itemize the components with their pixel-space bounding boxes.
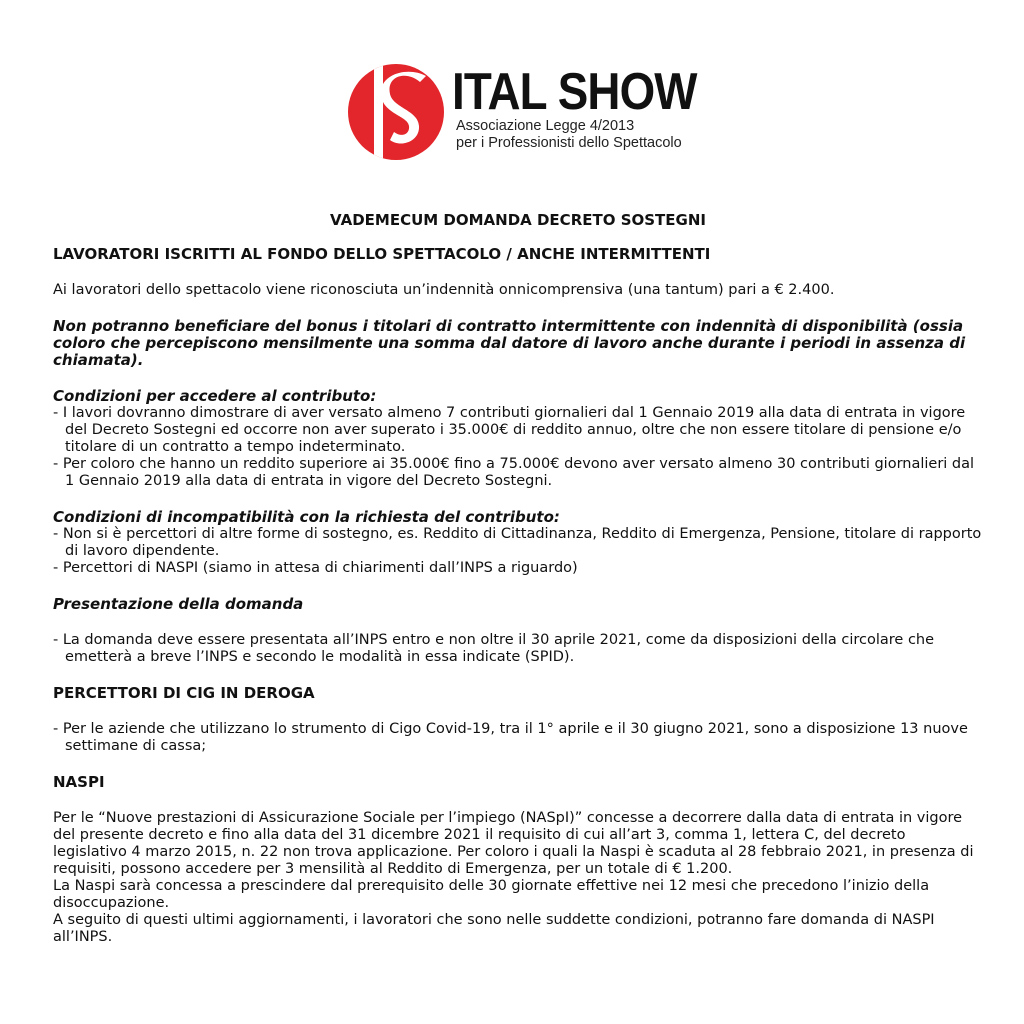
list-item: - I lavori dovranno dimostrare di aver versato almeno 7 contributi giornalieri dal 1 Gennaio 2019 alla data di entrata in vigore del Decreto Sostegni ed occorre non aver superato i 35.000€ di reddito annuo, oltre che non essere titolare di pensione e/o titolare di un contratto a tempo indeterminato. [53, 405, 983, 456]
brand-subtitle-line-1: Associazione Legge 4/2013 [456, 118, 635, 134]
list-item: - La domanda deve essere presentata all’INPS entro e non oltre il 30 aprile 2021, come da disposizioni della circolare che emetterà a breve l’INPS e secondo le modalità in essa indicate (SPID). [53, 632, 983, 666]
section-heading-cig-deroga: PERCETTORI DI CIG IN DEROGA [53, 684, 315, 702]
cig-list [53, 721, 983, 755]
brand-subtitle [456, 118, 682, 152]
intro-paragraph: Ai lavoratori dello spettacolo viene riconosciuta un’indennità onnicomprensiva (una tantum) pari a € 2.400. [53, 282, 835, 298]
naspi-paragraph-1: Per le “Nuove prestazioni di Assicurazione Sociale per l’impiego (NASpI)” concesse a decorrere dalla data di entrata in vigore del presente decreto e fino alla data del 31 dicembre 2021 il requisito di cui all’art 3, comma 1, lettera C, del decreto legislativo 4 marzo 2015, n. 22 non trova applicazione. Per coloro i quali la Naspi è scaduta al 28 febbraio 2021, in presenza di requisiti, possono accedere per 3 mensilità al Reddito di Emergenza, per un totale di € 1.200. [53, 810, 974, 877]
ital-show-emblem [346, 62, 446, 162]
section-heading-naspi: NASPI [53, 773, 105, 791]
list-item: - Per coloro che hanno un reddito superiore ai 35.000€ fino a 75.000€ devono aver versato almeno 30 contributi giornalieri dal 1 Gennaio 2019 alla data di entrata in vigore del Decreto Sostegni. [53, 456, 983, 490]
warning-paragraph: Non potranno beneficiare del bonus i titolari di contratto intermittente con indennità di disponibilità (ossia coloro che percepiscono mensilmente una somma dal datore di lavoro anche durante i periodi in assenza di chiamata). [53, 317, 966, 369]
naspi-paragraph-2: La Naspi sarà concessa a prescindere dal prerequisito delle 30 giornate effettive nei 12 mesi che precedono l’inizio della disoccupazione. [53, 878, 930, 911]
incompatibility-list [53, 526, 983, 577]
brand-subtitle-line-2: per i Professionisti dello Spettacolo [456, 135, 682, 151]
list-item: - Percettori di NASPI (siamo in attesa di chiarimenti dall’INPS a riguardo) [53, 560, 983, 577]
presentation-heading: Presentazione della domanda [53, 595, 304, 613]
ital-show-logo [346, 62, 697, 162]
conditions-heading: Condizioni per accedere al contributo: [53, 387, 377, 405]
document-title: VADEMECUM DOMANDA DECRETO SOSTEGNI [330, 211, 706, 229]
conditions-list [53, 405, 983, 490]
list-item: - Non si è percettori di altre forme di sostegno, es. Reddito di Cittadinanza, Reddito di Emergenza, Pensione, titolare di rapporto di lavoro dipendente. [53, 526, 983, 560]
incompatibility-heading: Condizioni di incompatibilità con la richiesta del contributo: [53, 508, 560, 526]
list-item: - Per le aziende che utilizzano lo strumento di Cigo Covid-19, tra il 1° aprile e il 30 giugno 2021, sono a disposizione 13 nuove settimane di cassa; [53, 721, 983, 755]
brand-name: ITAL SHOW [452, 63, 697, 121]
document-body [53, 212, 983, 946]
presentation-list [53, 632, 983, 666]
section-heading-fondo-spettacolo: LAVORATORI ISCRITTI AL FONDO DELLO SPETTACOLO / ANCHE INTERMITTENTI [53, 245, 711, 263]
naspi-paragraph-3: A seguito di questi ultimi aggiornamenti, i lavoratori che sono nelle suddette condizioni, potranno fare domanda di NASPI all’INPS. [53, 912, 935, 945]
